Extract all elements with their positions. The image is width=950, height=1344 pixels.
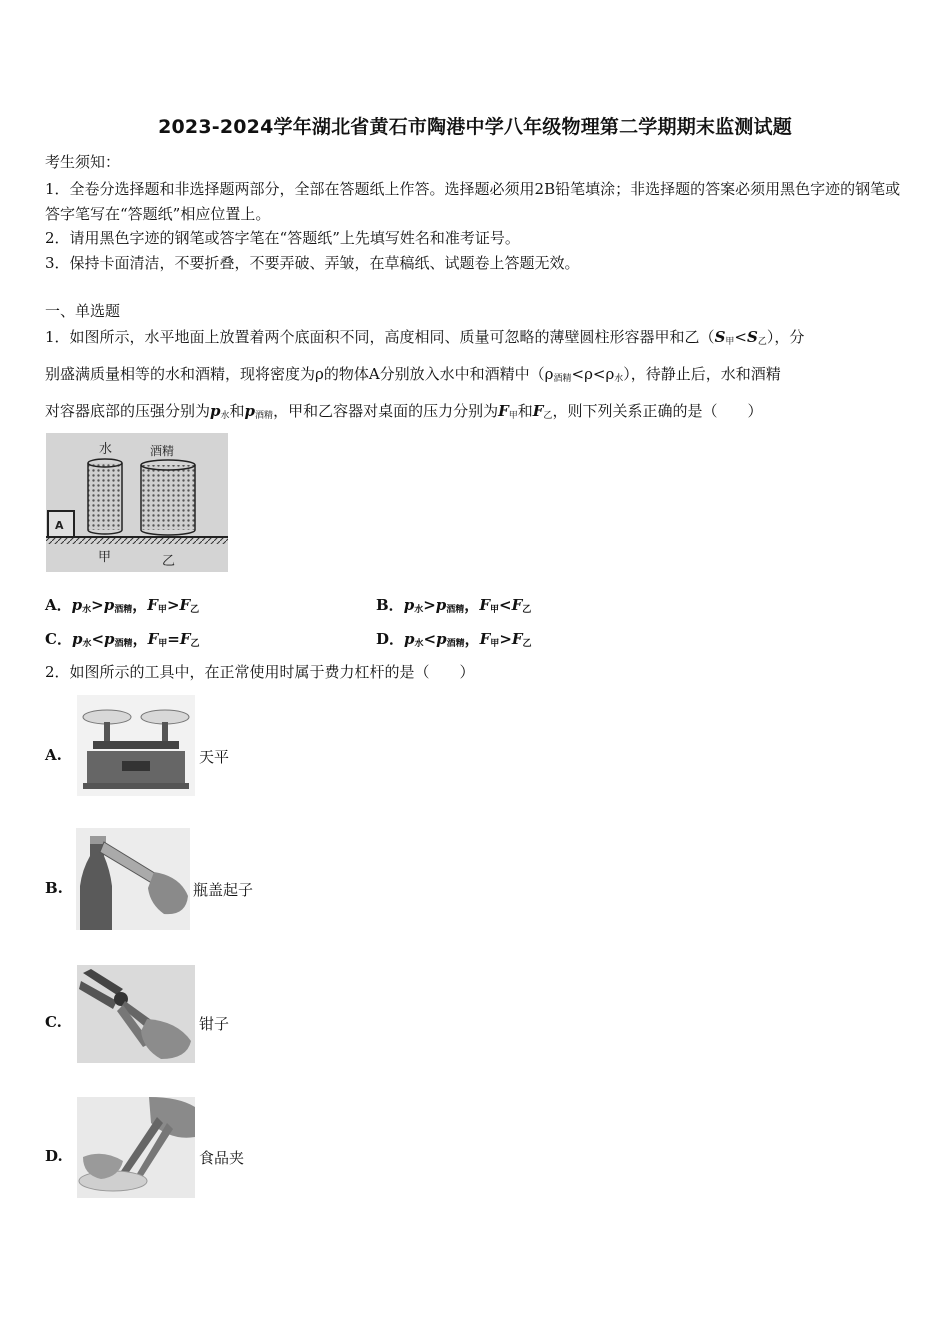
label-yi: 乙 bbox=[162, 554, 176, 569]
q2-option-c-caption: 钳子 bbox=[199, 1015, 230, 1033]
bottle-opener-image bbox=[76, 828, 190, 930]
q1-line-1: 1．如图所示，水平地面上放置着两个底面积不同，高度相同、质量可忽略的薄壁圆柱形容器甲和乙$(S_甲<S_乙)$，分 bbox=[45, 328, 805, 347]
notice-item-2: 2．请用黑色字迹的钢笔或答字笔在“答题纸”上先填写姓名和准考证号。 bbox=[45, 229, 520, 247]
label-water: 水 bbox=[99, 442, 113, 457]
pliers-image bbox=[77, 965, 195, 1063]
q2-option-a-letter[interactable]: A. bbox=[45, 746, 62, 764]
q2-option-d-letter[interactable]: D. bbox=[45, 1147, 63, 1165]
notice-item-3: 3．保持卡面清洁，不要折叠，不要弄破、弄皱，在草稿纸、试题卷上答题无效。 bbox=[45, 254, 580, 272]
q2-option-a-caption: 天平 bbox=[199, 748, 230, 766]
q2-option-d-caption: 食品夹 bbox=[199, 1149, 245, 1167]
q1-figure bbox=[46, 433, 228, 572]
q1-option-a[interactable]: A．$p_水>p_{酒精}$，$F_甲>F_乙$ bbox=[45, 596, 200, 615]
notice-heading: 考生须知： bbox=[45, 153, 121, 171]
q1-option-b[interactable]: B．$p_水>p_{酒精}$，$F_甲<F_乙$ bbox=[376, 596, 532, 615]
label-alcohol: 酒精 bbox=[150, 444, 175, 458]
balance-image bbox=[77, 695, 195, 796]
q2-stem: 2．如图所示的工具中，在正常使用时属于费力杠杆的是（ ） bbox=[45, 663, 475, 681]
q1-option-d[interactable]: D．$p_水<p_{酒精}$，$F_甲>F_乙$ bbox=[376, 630, 532, 649]
label-A: A bbox=[55, 519, 64, 532]
q2-option-c-letter[interactable]: C. bbox=[45, 1013, 62, 1031]
page-title: 2023-2024学年湖北省黄石市陶港中学八年级物理第二学期期末监测试题 bbox=[158, 116, 792, 138]
q2-option-b-caption: 瓶盖起子 bbox=[193, 881, 254, 899]
notice-item-1: 1．全卷分选择题和非选择题两部分，全部在答题纸上作答。选择题必须用2B铅笔填涂；非选择题的答案必须用黑色字迹的钢笔或答字笔写在“答题纸”相应位置上。 bbox=[45, 180, 901, 223]
q1-line-3: 对容器底部的压强分别为$p_水$和$p_{酒精}$，甲和乙容器对桌面的压力分别为$F_甲$和$F_乙$，则下列关系正确的是（ ） bbox=[45, 402, 763, 421]
q1-option-c[interactable]: C．$p_水<p_{酒精}$，$F_甲=F_乙$ bbox=[45, 630, 200, 649]
label-jia: 甲 bbox=[98, 550, 112, 565]
food-tongs-image bbox=[77, 1097, 195, 1198]
section-heading: 一、单选题 bbox=[45, 302, 121, 320]
q1-line-2: 别盛满质量相等的水和酒精，现将密度为ρ的物体A分别放入水中和酒精中$(\rho_{酒精}<\rho<\rho_水)$，待静止后，水和酒精 bbox=[45, 365, 781, 384]
q2-option-b-letter[interactable]: B. bbox=[45, 879, 63, 897]
